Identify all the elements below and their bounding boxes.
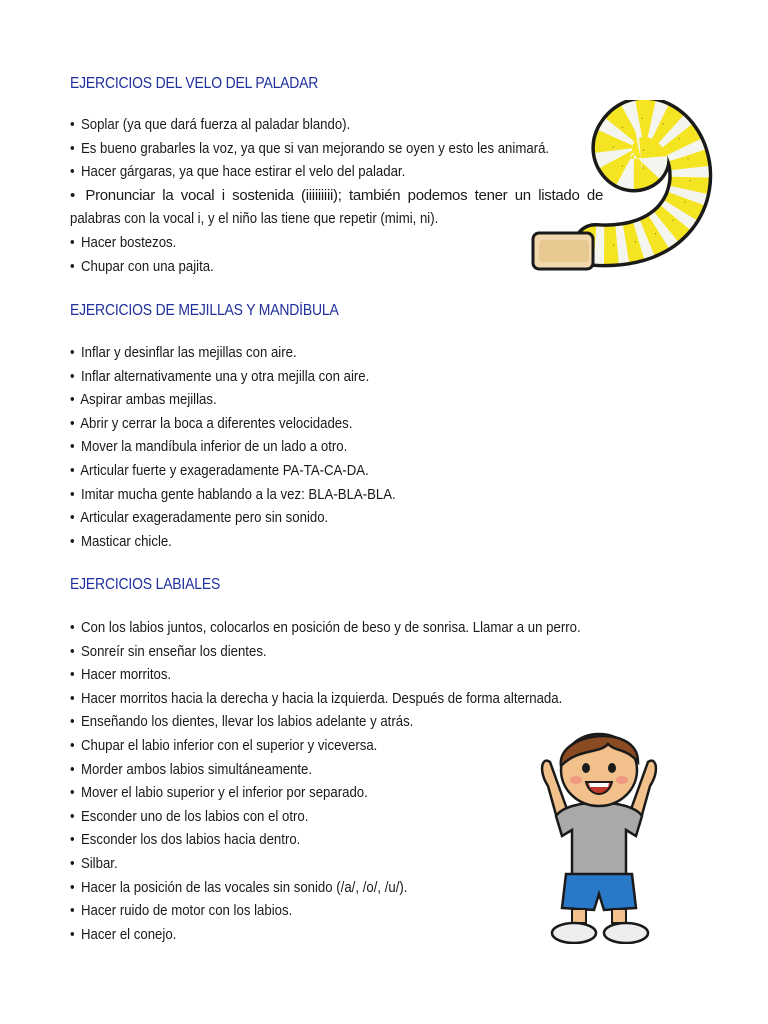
list-item: • Morder ambos labios simultáneamente. [70,760,313,778]
list-item: • Abrir y cerrar la boca a diferentes velocidades. [70,414,353,432]
list-item: • Articular exageradamente pero sin sonido. [70,509,329,527]
list-item: • Pronunciar la vocal i sostenida (iiiiiiiii); también podemos tener un listado de [70,186,603,204]
list-item: • Hacer morritos hacia la derecha y hacia la izquierda. Después de forma alternada. [70,689,563,707]
list-item: • Con los labios juntos, colocarlos en posición de beso y de sonrisa. Llamar a un perro. [70,619,581,636]
list-item: • Aspirar ambas mejillas. [70,391,217,409]
heading-mejillas-mandibula: EJERCICIOS DE MEJILLAS Y MANDÍBULA [70,302,339,319]
list-item: • Mover el labio superior y el inferior por separado. [70,784,368,802]
list-item: • Hacer ruido de motor con los labios. [70,902,293,920]
list-item: • Hacer bostezos. [70,233,177,251]
list-item: • Hacer la posición de las vocales sin sonido (/a/, /o/, /u/). [70,878,408,896]
list-item: • Hacer gárgaras, ya que hace estirar el velo del paladar. [70,163,406,181]
list-item: • Articular fuerte y exageradamente PA-TA-CA-DA. [70,461,369,479]
list-velo-paladar [70,113,603,278]
list-item: • Hacer el conejo. [70,925,177,943]
list-item: • Chupar con una pajita. [70,257,214,275]
smiling-boy-illustration [528,726,670,944]
list-mejillas-mandibula [70,341,440,553]
list-item: • Imitar mucha gente hablando a la vez: BLA-BLA-BLA. [70,485,396,503]
list-item: • Esconder los dos labios hacia dentro. [70,831,301,849]
list-item: • Enseñando los dientes, llevar los labios adelante y atrás. [70,713,414,731]
list-item: • Chupar el labio inferior con el superior y viceversa. [70,736,378,754]
list-item: • Mover la mandíbula inferior de un lado a otro. [70,438,348,456]
list-item: • Hacer morritos. [70,666,172,684]
list-item: • Soplar (ya que dará fuerza al paladar blando). [70,116,351,133]
list-item: • Esconder uno de los labios con el otro. [70,807,309,825]
list-item: • Inflar y desinflar las mejillas con aire. [70,344,297,361]
heading-velo-paladar: EJERCICIOS DEL VELO DEL PALADAR [70,75,319,92]
list-item: • Inflar alternativamente una y otra mejilla con aire. [70,367,370,385]
heading-labiales: EJERCICIOS LABIALES [70,576,221,593]
party-horn-icon [525,100,715,282]
list-item: • Masticar chicle. [70,532,172,550]
list-item: • Es bueno grabarles la voz, ya que si van mejorando se oyen y esto les animará. [70,139,550,157]
list-item: • Sonreír sin enseñar los dientes. [70,642,267,660]
list-item-continuation: palabras con la vocal i, y el niño las tiene que repetir (mimi, ni). [70,210,439,228]
list-item: • Silbar. [70,854,118,872]
